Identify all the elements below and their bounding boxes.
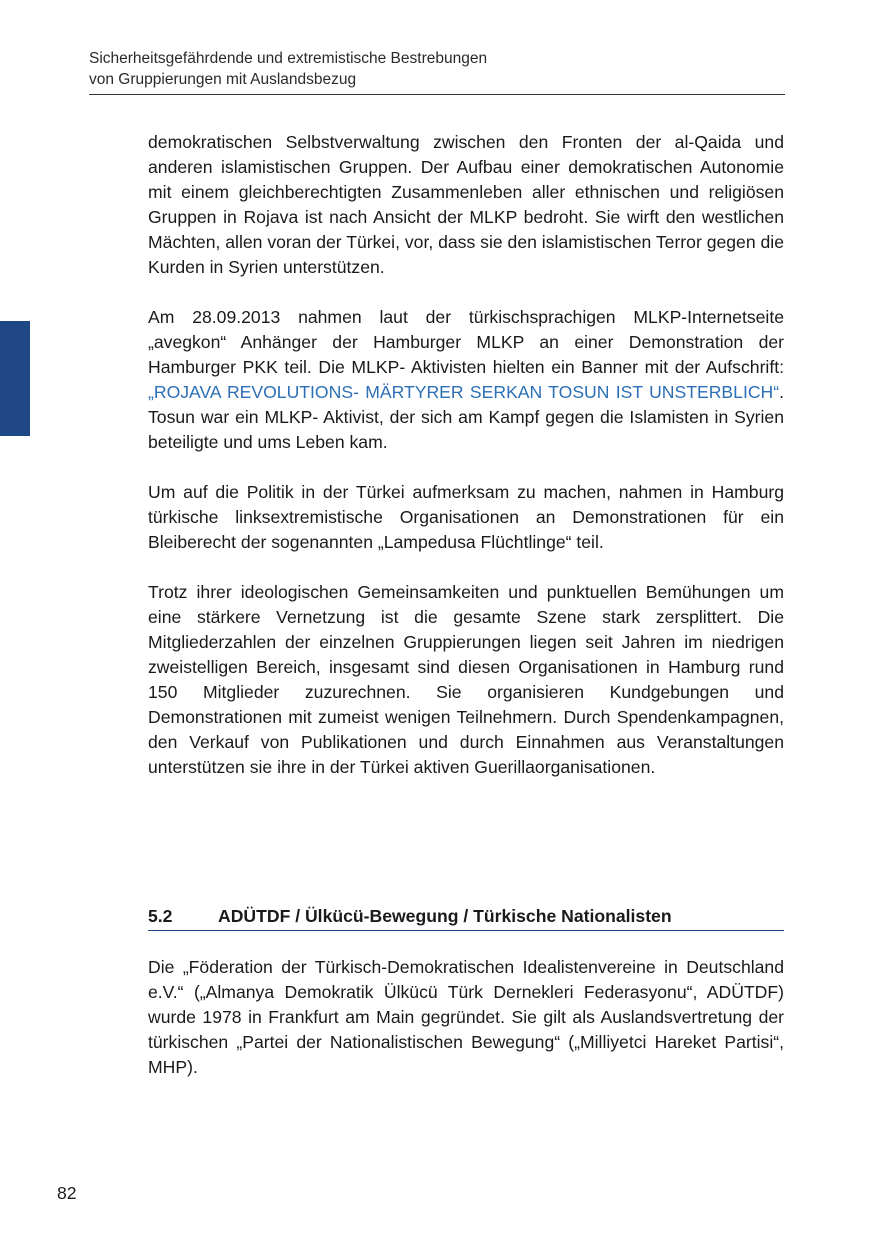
paragraph-4: Trotz ihrer ideologischen Gemeinsamkeiten und punktuellen Bemühungen um eine stärkere Vernetzung ist die gesamte Szene stark zersplittert. Die Mitgliederzahlen der einzelnen Gruppierungen liegen seit Jahren im niedrigen zweistelligen Bereich, insgesamt sind diesen Organisationen in Hamburg rund 150 Mitglieder zuzurechnen. Sie organisieren Kundgebungen und Demonstrationen mit zumeist wenigen Teilnehmern. Durch Spendenkampagnen, den Verkauf von Publikationen und durch Einnahmen aus Veranstaltungen unterstützen sie ihre in der Türkei aktiven Guerillaorganisationen.: [148, 582, 784, 777]
section-title: ADÜTDF / Ülkücü-Bewegung / Türkische Nationalisten: [218, 906, 672, 926]
main-content: [148, 130, 784, 805]
paragraph-2-intro: Am 28.09.2013 nahmen laut der türkischsprachigen MLKP-Internetseite „avegkon“ Anhänger der Hamburger MLKP an einer Demonstration der Hamburger PKK teil. Die MLKP- Aktivisten hielten ein Banner mit der Aufschrift:: [148, 307, 784, 377]
running-header-line-2: von Gruppierungen mit Auslandsbezug: [89, 71, 357, 88]
running-header: [89, 48, 785, 90]
section-paragraph: Die „Föderation der Türkisch-Demokratischen Idealistenvereine in Deutschland e.V.“ („Almanya Demokratik Ülkücü Türk Dernekleri Federasyonu“, ADÜTDF) wurde 1978 in Frankfurt am Main gegründet. Sie gilt als Auslandsvertretung der türkischen „Partei der Nationalistischen Bewegung“ („Milliyetci Hareket Partisi“, MHP).: [148, 957, 784, 1077]
chapter-side-tab: [0, 321, 30, 436]
page-number: 82: [57, 1183, 77, 1203]
section-heading: [148, 904, 784, 931]
paragraph-3: Um auf die Politik in der Türkei aufmerksam zu machen, nahmen in Hamburg türkische linksextremistische Organisationen an Demonstrationen für ein Bleiberecht der sogenannten „Lampedusa Flüchtlinge“ teil.: [148, 482, 784, 552]
paragraph-2-end: . Tosun war ein MLKP- Aktivist, der sich am Kampf gegen die Islamisten in Syrien beteiligte und ums Leben kam.: [148, 382, 784, 452]
banner-quote: „ROJAVA REVOLUTIONS- MÄRTYRER SERKAN TOSUN IST UNSTERBLICH“: [148, 382, 780, 402]
paragraph-1: demokratischen Selbstverwaltung zwischen den Fronten der al-Qaida und anderen islamistischen Gruppen. Der Aufbau einer demokratischen Autonomie mit einem gleichberechtigten Zusammenleben aller ethnischen und religiösen Gruppen in Rojava ist nach Ansicht der MLKP bedroht. Sie wirft den westlichen Mächten, allen voran der Türkei, vor, dass sie den islamistischen Terror gegen die Kurden in Syrien unterstützen.: [148, 132, 784, 277]
section-number: 5.2: [148, 906, 173, 926]
running-header-line-1: Sicherheitsgefährdende und extremistische Bestrebungen: [89, 50, 488, 67]
section-body: [148, 955, 784, 1080]
header-rule: [89, 94, 785, 95]
paragraph-2: [148, 305, 784, 455]
